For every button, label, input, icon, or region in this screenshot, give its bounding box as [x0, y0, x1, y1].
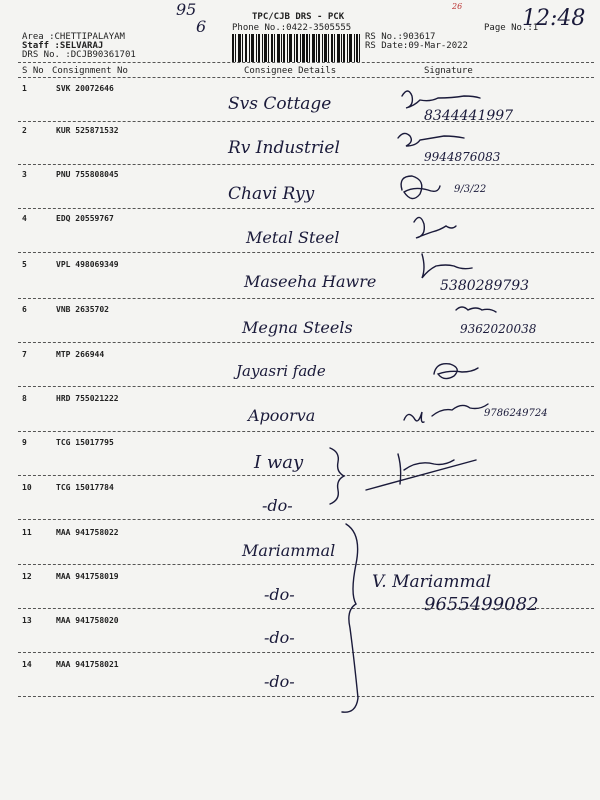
row-7-consignment: MTP 266944: [56, 350, 105, 359]
row-14-consignee: -do-: [264, 672, 295, 691]
row-8-sno: 8: [22, 394, 27, 403]
row-12-consignee: -do-: [264, 585, 295, 604]
row-2-sno: 2: [22, 126, 27, 135]
row-6-sign-note: 9362020038: [460, 322, 537, 336]
row-3-consignment: PNU 755808045: [56, 170, 119, 179]
row-7-sno: 7: [22, 350, 27, 359]
row-1-sign-note: 8344441997: [424, 108, 514, 124]
rows-11-14-brace: [342, 524, 358, 712]
row-4-consignment: EDQ 20559767: [56, 214, 114, 223]
row-14-consignment: MAA 941758021: [56, 660, 119, 669]
row-3-sno: 3: [22, 170, 27, 179]
column-consignment: Consignment No: [52, 66, 128, 76]
rs-number: RS No.:903617: [365, 32, 436, 42]
row-8-consignment: HRD 755021222: [56, 394, 119, 403]
row-3-signature: [401, 176, 440, 199]
row-5-signature: [422, 254, 472, 278]
row-14-sno: 14: [22, 660, 32, 669]
row-6-consignment: VNB 2635702: [56, 305, 109, 314]
corner-mark-bottom: 6: [196, 17, 207, 36]
row-5-consignee: Maseeha Hawre: [244, 272, 377, 291]
row-1-signature: [402, 91, 480, 108]
row-13-sno: 13: [22, 616, 32, 625]
row-5-consignment: VPL 498069349: [56, 260, 119, 269]
row-9-consignee: I way: [254, 452, 304, 473]
group-signature-name: V. Mariammal: [372, 572, 492, 592]
staff-label: Staff :SELVARAJ: [22, 41, 104, 51]
row-2-consignee: Rv Industriel: [228, 138, 340, 158]
row-11-consignment: MAA 941758022: [56, 528, 119, 537]
rs-date: RS Date:09-Mar-2022: [365, 41, 468, 51]
corner-mark-top: 95: [176, 0, 197, 19]
rows-9-10-strike: [366, 454, 476, 490]
row-9-sno: 9: [22, 438, 27, 447]
row-1-consignment: SVK 20072646: [56, 84, 114, 93]
row-1-consignee: Svs Cottage: [228, 94, 332, 114]
row-4-consignee: Metal Steel: [246, 228, 340, 247]
row-9-consignment: TCG 15017795: [56, 438, 114, 447]
row-13-consignment: MAA 941758020: [56, 616, 119, 625]
row-6-signature: [456, 307, 496, 312]
row-6-sno: 6: [22, 305, 27, 314]
row-4-signature: [414, 217, 456, 238]
row-11-consignee: Mariammal: [242, 541, 336, 560]
row-10-consignee: -do-: [262, 496, 293, 515]
row-10-sno: 10: [22, 483, 32, 492]
row-2-consignment: KUR 525871532: [56, 126, 119, 135]
row-3-consignee: Chavi Ryy: [228, 184, 315, 204]
row-7-consignee: Jayasri fade: [236, 362, 326, 380]
row-11-sno: 11: [22, 528, 32, 537]
row-2-sign-note: 9944876083: [424, 150, 501, 164]
row-6-consignee: Megna Steels: [242, 318, 353, 337]
time-note: 12:48: [522, 6, 586, 31]
corner-small-mark: 26: [452, 2, 463, 11]
row-12-consignment: MAA 941758019: [56, 572, 119, 581]
rows-9-10-brace: [330, 448, 344, 504]
group-signature-phone: 9655499082: [424, 594, 539, 615]
column-sno: S No: [22, 66, 44, 76]
row-5-sign-note: 5380289793: [440, 278, 530, 294]
row-10-consignment: TCG 15017784: [56, 483, 114, 492]
page-number: Page No.:1: [484, 23, 539, 33]
drs-number: DRS No. :DCJB90361701: [22, 50, 136, 60]
column-consignee-details: Consignee Details: [244, 66, 337, 76]
phone-number: Phone No.:0422-3505555: [232, 23, 352, 33]
row-7-signature: [434, 364, 478, 379]
row-8-signature: [404, 404, 488, 422]
row-3-sign-note: 9/3/22: [454, 184, 487, 195]
row-1-sno: 1: [22, 84, 27, 93]
sheet-title: TPC/CJB DRS - PCK: [252, 12, 345, 22]
row-8-sign-note: 9786249724: [484, 408, 548, 419]
area-label: Area :CHETTIPALAYAM: [22, 32, 125, 42]
row-8-consignee: Apoorva: [248, 406, 316, 425]
row-4-sno: 4: [22, 214, 27, 223]
column-signature: Signature: [424, 66, 473, 76]
row-13-consignee: -do-: [264, 628, 295, 647]
row-5-sno: 5: [22, 260, 27, 269]
row-2-signature: [398, 133, 464, 146]
row-12-sno: 12: [22, 572, 32, 581]
